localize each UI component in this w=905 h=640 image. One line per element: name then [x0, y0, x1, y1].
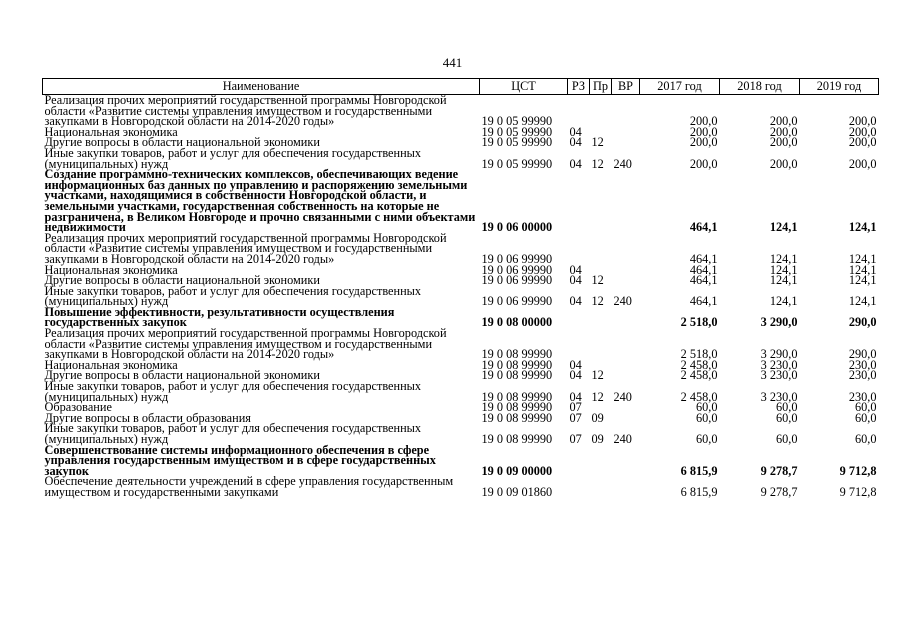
row-value-2017: 60,0: [695, 400, 718, 415]
row-value-2018: 200,0: [769, 124, 798, 139]
row-cst: 19 0 08 99990: [481, 389, 553, 404]
row-name: Реализация прочих мероприятий государственной программы Новгородской области «Развитие системы управления имуществом и государственными закупками в Новгородской области на 2014-2020 годы»: [44, 230, 447, 266]
row-value-2017: 60,0: [695, 410, 718, 425]
row-name: Национальная экономика: [44, 262, 178, 277]
row-name: Обеспечение деятельности учреждений в сфере управления государственным имуществом и государственными закупками: [44, 474, 454, 499]
row-cst: 19 0 06 99990: [481, 251, 553, 266]
row-pr: 12: [591, 135, 604, 150]
row-value-2018: 124,1: [769, 294, 798, 309]
row-value-2018: 200,0: [769, 156, 798, 171]
row-value-2019: 60,0: [854, 410, 877, 425]
row-name: Другие вопросы в области образования: [44, 410, 251, 425]
row-value-2018: 3 290,0: [760, 347, 798, 362]
row-rz: 04: [569, 357, 582, 372]
row-value-2019: 230,0: [848, 368, 877, 383]
row-name: Другие вопросы в области национальной экономики: [44, 135, 320, 150]
table-row: [43, 286, 879, 307]
column-header-2019: 2019 год: [800, 79, 879, 95]
row-rz: 04: [569, 368, 582, 383]
table-row: [43, 445, 879, 477]
row-rz: 07: [569, 400, 582, 415]
row-rz: 07: [569, 432, 582, 446]
row-value-2017: 464,1: [689, 220, 718, 235]
row-name: Совершенствование системы информационного обеспечения в сфере управления государственным имуществом и в сфере государственных закупок: [44, 442, 436, 478]
row-value-2017: 464,1: [689, 262, 718, 277]
row-name: Другие вопросы в области национальной экономики: [44, 273, 320, 288]
row-name: Национальная экономика: [44, 124, 178, 139]
row-rz: [568, 95, 590, 127]
row-rz: 04: [569, 262, 582, 277]
row-cst: 19 0 08 00000: [481, 315, 553, 330]
column-header-2017: 2017 год: [640, 79, 720, 95]
row-cst: 19 0 08 99990: [481, 400, 553, 415]
row-value-2018: 124,1: [769, 273, 798, 288]
row-pr: 12: [591, 156, 604, 171]
row-name: Иные закупки товаров, работ и услуг для обеспечения государственных (муниципальных) нужд: [44, 283, 422, 309]
table-row: [43, 307, 879, 328]
row-value-2019: 124,1: [848, 273, 877, 288]
row-value-2017: 464,1: [689, 273, 718, 288]
row-value-2018: 3 230,0: [760, 368, 798, 383]
row-rz: 07: [569, 410, 582, 425]
table-row: [43, 148, 879, 169]
row-cst: 19 0 06 99990: [481, 273, 553, 288]
row-vr: 240: [613, 432, 632, 446]
table-row: [43, 328, 879, 360]
row-value-2019: 200,0: [848, 156, 877, 171]
row-cst: 19 0 08 99990: [481, 410, 553, 425]
row-cst: 19 0 05 99990: [481, 156, 553, 171]
row-vr: [612, 370, 640, 381]
row-value-2019: 124,1: [848, 262, 877, 277]
row-vr: [612, 445, 640, 477]
row-value-2017: 200,0: [689, 156, 718, 171]
row-vr: [612, 275, 640, 286]
row-vr: [612, 476, 640, 497]
row-cst: 19 0 05 99990: [481, 135, 553, 150]
row-vr: [612, 233, 640, 265]
row-cst: 19 0 08 99990: [481, 368, 553, 383]
row-name: Иные закупки товаров, работ и услуг для обеспечения государственных (муниципальных) нужд: [44, 145, 422, 171]
table-body: [43, 95, 879, 498]
row-vr: [612, 265, 640, 276]
row-rz: [568, 307, 590, 328]
row-value-2019: 60,0: [854, 400, 877, 415]
row-cst: 19 0 09 00000: [481, 463, 553, 478]
row-vr: [612, 402, 640, 413]
row-pr: 12: [591, 368, 604, 383]
row-value-2019: 230,0: [848, 389, 877, 404]
row-value-2018: 124,1: [769, 220, 798, 235]
row-pr: 09: [591, 410, 604, 425]
row-value-2017: 2 458,0: [680, 357, 718, 372]
row-value-2018: 60,0: [775, 432, 798, 446]
row-rz: 04: [569, 294, 582, 309]
row-rz: 04: [569, 135, 582, 150]
row-vr: [612, 307, 640, 328]
column-header-vr: ВР: [612, 79, 640, 95]
row-cst: 19 0 09 01860: [481, 484, 553, 499]
row-cst: 19 0 06 99990: [481, 262, 553, 277]
row-name: Иные закупки товаров, работ и услуг для обеспечения государственных (муниципальных) нужд: [44, 421, 422, 446]
row-cst: 19 0 08 99990: [481, 432, 553, 446]
table-row: [43, 233, 879, 265]
row-vr: [612, 169, 640, 233]
row-rz: 04: [569, 389, 582, 404]
row-vr: [612, 127, 640, 138]
row-vr: [612, 360, 640, 371]
row-value-2019: 200,0: [848, 124, 877, 139]
row-value-2017: 2 518,0: [680, 347, 718, 362]
row-value-2017: 464,1: [689, 251, 718, 266]
row-pr: [590, 328, 612, 360]
row-value-2017: 200,0: [689, 114, 718, 129]
row-value-2017: 2 518,0: [680, 315, 718, 330]
row-vr: [612, 413, 640, 424]
row-value-2017: 200,0: [689, 135, 718, 150]
table-row: [43, 95, 879, 127]
row-value-2017: 464,1: [689, 294, 718, 309]
row-vr: [612, 95, 640, 127]
row-value-2018: 124,1: [769, 262, 798, 277]
row-value-2019: 9 712,8: [839, 463, 877, 478]
row-value-2018: 3 230,0: [760, 389, 798, 404]
row-rz: [568, 476, 590, 497]
budget-table: [42, 78, 879, 498]
row-name: Другие вопросы в области национальной экономики: [44, 368, 320, 383]
column-header-rz: РЗ: [568, 79, 590, 95]
row-value-2019: 124,1: [848, 220, 877, 235]
table-row: [43, 381, 879, 402]
row-value-2018: 3 230,0: [760, 357, 798, 372]
row-cst: 19 0 05 99990: [481, 114, 553, 129]
row-value-2017: 2 458,0: [680, 389, 718, 404]
row-rz: 04: [569, 124, 582, 139]
row-name: Образование: [44, 400, 112, 415]
row-vr: 240: [613, 156, 632, 171]
row-rz: 04: [569, 156, 582, 171]
row-cst: 19 0 08 99990: [481, 357, 553, 372]
row-value-2017: 60,0: [695, 432, 718, 446]
row-name: Реализация прочих мероприятий государственной программы Новгородской области «Развитие системы управления имуществом и государственными закупками в Новгородской области на 2014-2020 годы»: [44, 326, 447, 362]
row-name: Реализация прочих мероприятий государственной программы Новгородской области «Развитие системы управления имуществом и государственными закупками в Новгородской области на 2014-2020 годы»: [44, 93, 447, 129]
row-pr: [590, 445, 612, 477]
row-vr: 240: [613, 389, 632, 404]
row-value-2019: 200,0: [848, 114, 877, 129]
row-rz: [568, 328, 590, 360]
row-vr: 240: [613, 294, 632, 309]
column-header-pr: Пр: [590, 79, 612, 95]
row-value-2017: 200,0: [689, 124, 718, 139]
row-rz: [568, 233, 590, 265]
page-number: 441: [442, 55, 463, 70]
row-pr: 09: [591, 432, 604, 446]
row-value-2019: 200,0: [848, 135, 877, 150]
column-header-2018: 2018 год: [720, 79, 800, 95]
row-value-2017: 6 815,9: [680, 463, 718, 478]
row-vr: [612, 328, 640, 360]
row-name: Повышение эффективности, результативности осуществления государственных закупок: [44, 304, 395, 330]
table-row: [43, 476, 879, 497]
row-value-2018: 60,0: [775, 400, 798, 415]
row-pr: 12: [591, 273, 604, 288]
table-row: [43, 423, 879, 444]
row-value-2018: 9 278,7: [760, 484, 798, 499]
row-value-2018: 9 278,7: [760, 463, 798, 478]
row-value-2019: 124,1: [848, 294, 877, 309]
row-pr: [590, 233, 612, 265]
row-rz: [568, 445, 590, 477]
row-rz: 04: [569, 273, 582, 288]
row-value-2018: 200,0: [769, 135, 798, 150]
row-vr: [612, 137, 640, 148]
row-value-2018: 200,0: [769, 114, 798, 129]
row-cst: 19 0 08 99990: [481, 347, 553, 362]
column-header-name: Наименование: [43, 79, 480, 95]
column-header-cst: ЦСТ: [480, 79, 568, 95]
row-value-2019: 290,0: [848, 315, 877, 330]
row-value-2017: 6 815,9: [680, 484, 718, 499]
row-pr: [590, 476, 612, 497]
row-value-2019: 124,1: [848, 251, 877, 266]
row-pr: [590, 169, 612, 233]
row-rz: [568, 169, 590, 233]
row-value-2019: 290,0: [848, 347, 877, 362]
row-pr: [590, 95, 612, 127]
row-name: Иные закупки товаров, работ и услуг для обеспечения государственных (муниципальных) нужд: [44, 379, 422, 404]
table-row: [43, 169, 879, 233]
row-value-2019: 9 712,8: [839, 484, 877, 499]
row-cst: 19 0 05 99990: [481, 124, 553, 139]
row-value-2017: 2 458,0: [680, 368, 718, 383]
row-value-2018: 124,1: [769, 251, 798, 266]
row-value-2018: 60,0: [775, 410, 798, 425]
row-cst: 19 0 06 00000: [481, 220, 553, 235]
row-value-2019: 60,0: [854, 432, 877, 446]
row-name: Создание программно-технических комплексов, обеспечивающих ведение информационных баз данных по управлению и распоряжению земельными участками, находящимися в собственности Новгородской области, и земельными участками, государственная собственность на которые не разграничена, в Великом Новгороде и прочно связанными с ними объектами недвижимости: [44, 167, 476, 235]
row-pr: 12: [591, 389, 604, 404]
row-cst: 19 0 06 99990: [481, 294, 553, 309]
row-pr: [590, 307, 612, 328]
row-value-2019: 230,0: [848, 357, 877, 372]
row-name: Национальная экономика: [44, 357, 178, 372]
row-pr: 12: [591, 294, 604, 309]
row-value-2018: 3 290,0: [760, 315, 798, 330]
